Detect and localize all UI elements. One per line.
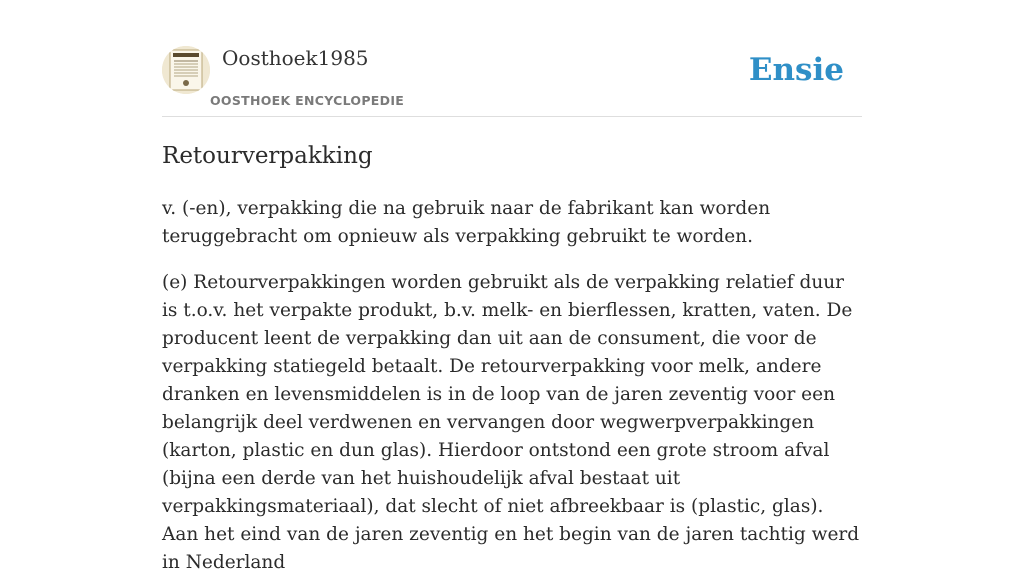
publication-name[interactable]: OOSTHOEK ENCYCLOPEDIE <box>210 93 405 108</box>
article-paragraph: (e) Retourverpakkingen worden gebruikt als de verpakking relatief duur is t.o.v. het verpakte produkt, b.v. melk- en bierflessen, kratten, vaten. De producent leent de verpakking dan uit aan de consument, die voor de verpakking statiegeld betaalt. De retourverpakking voor melk, andere dranken en levensmiddelen is in de loop van de jaren zeventig voor een belangrijk deel verdwenen en vervangen door wegwerpverpakkingen (karton, plastic en dun glas). Hierdoor ontstond een grote stroom afval (bijna een derde van het huishoudelijk afval bestaat uit verpakkingsmateriaal), dat slecht of niet afbreekbaar is (plastic, glas). Aan het eind van de jaren zeventig en het begin van de jaren tachtig werd in Nederland <box>162 272 860 573</box>
site-logo[interactable]: Ensie <box>748 52 844 88</box>
author-avatar[interactable] <box>162 46 210 94</box>
article-definition: v. (-en), verpakking die na gebruik naar de fabrikant kan worden teruggebracht om opnieuw als verpakking gebruikt te worden. <box>162 198 771 247</box>
article-title: Retourverpakking <box>162 143 373 169</box>
article-header <box>162 0 862 117</box>
author-name[interactable]: Oosthoek1985 <box>222 46 369 70</box>
article-page <box>162 0 862 577</box>
encyclopedia-book-cover-icon <box>162 46 210 94</box>
